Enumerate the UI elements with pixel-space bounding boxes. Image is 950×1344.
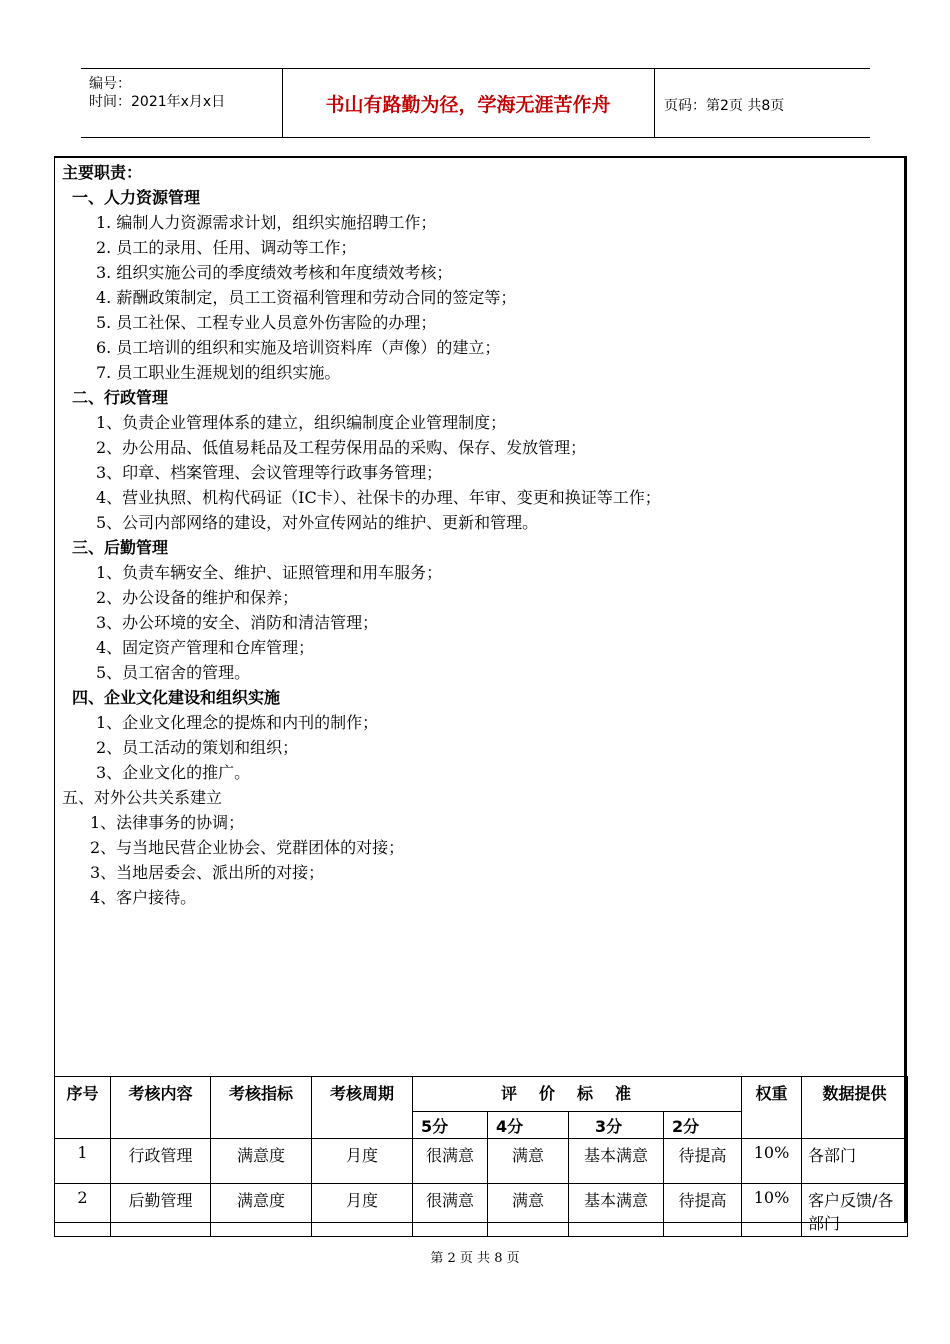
time-label: 时间：2021年x月x日 bbox=[89, 94, 226, 110]
list-item: 1. 编制人力资源需求计划，组织实施招聘工作； bbox=[96, 213, 437, 232]
score-header: 5分 bbox=[413, 1111, 488, 1138]
header-content: 考核内容 bbox=[111, 1077, 211, 1139]
cell-data-source: 各部门 bbox=[802, 1139, 908, 1184]
list-item: 3、企业文化的推广。 bbox=[96, 763, 251, 782]
cell-score-2: 待提高 bbox=[664, 1184, 742, 1237]
score-header: 2分 bbox=[664, 1111, 742, 1138]
table-header-row bbox=[55, 1077, 908, 1112]
list-item: 1、企业文化理念的提炼和内刊的制作； bbox=[96, 713, 379, 732]
number-label: 编号： bbox=[89, 76, 131, 92]
header-period: 考核周期 bbox=[312, 1077, 413, 1139]
cell-period: 月度 bbox=[312, 1139, 413, 1184]
cell-period: 月度 bbox=[312, 1184, 413, 1237]
cell-data-source: 客户反馈/各部门 bbox=[802, 1184, 908, 1237]
cell-weight: 10% bbox=[742, 1184, 802, 1237]
section-heading: 一、人力资源管理 bbox=[72, 188, 201, 207]
header-weight: 权重 bbox=[742, 1077, 802, 1139]
cell-content: 行政管理 bbox=[111, 1139, 211, 1184]
cell-score-2: 待提高 bbox=[664, 1139, 742, 1184]
list-item: 7. 员工职业生涯规划的组织实施。 bbox=[96, 363, 341, 382]
list-item: 3、当地居委会、派出所的对接； bbox=[90, 863, 325, 882]
score-header: 4分 bbox=[488, 1111, 569, 1138]
section-heading: 四、企业文化建设和组织实施 bbox=[72, 688, 281, 707]
table-row bbox=[55, 1184, 908, 1237]
list-item: 4、客户接待。 bbox=[90, 888, 197, 907]
list-item: 2. 员工的录用、任用、调动等工作； bbox=[96, 238, 357, 257]
list-item: 1、负责企业管理体系的建立，组织编制度企业管理制度； bbox=[96, 413, 507, 432]
list-item: 2、员工活动的策划和组织； bbox=[96, 738, 299, 757]
list-item: 4、固定资产管理和仓库管理； bbox=[96, 638, 315, 657]
header-no: 序号 bbox=[55, 1077, 111, 1139]
cell-score-4: 满意 bbox=[488, 1139, 569, 1184]
page-label: 页码：第2页 共8页 bbox=[664, 98, 785, 114]
header-evaluation: 评价标准 bbox=[413, 1077, 742, 1112]
header-meta-cell bbox=[81, 69, 283, 137]
cell-indicator: 满意度 bbox=[211, 1184, 312, 1237]
list-item: 4. 薪酬政策制定，员工工资福利管理和劳动合同的签定等； bbox=[96, 288, 517, 307]
section-heading: 五、对外公共关系建立 bbox=[62, 788, 223, 807]
list-item: 5. 员工社保、工程专业人员意外伤害险的办理； bbox=[96, 313, 437, 332]
list-item: 3. 组织实施公司的季度绩效考核和年度绩效考核； bbox=[96, 263, 453, 282]
duties-title: 主要职责： bbox=[62, 163, 143, 182]
cell-score-5: 很满意 bbox=[413, 1184, 488, 1237]
cell-score-3: 基本满意 bbox=[569, 1139, 664, 1184]
cell-content: 后勤管理 bbox=[111, 1184, 211, 1237]
table-row bbox=[55, 1139, 908, 1184]
cell-no: 1 bbox=[55, 1139, 111, 1184]
cell-indicator: 满意度 bbox=[211, 1139, 312, 1184]
list-item: 2、办公用品、低值易耗品及工程劳保用品的采购、保存、发放管理； bbox=[96, 438, 587, 457]
section-heading: 三、后勤管理 bbox=[72, 538, 169, 557]
list-item: 5、员工宿舍的管理。 bbox=[96, 663, 251, 682]
list-item: 1、法律事务的协调； bbox=[90, 813, 245, 832]
list-item: 4、营业执照、机构代码证（IC卡）、社保卡的办理、年审、变更和换证等工作； bbox=[96, 488, 661, 507]
cell-score-3: 基本满意 bbox=[569, 1184, 664, 1237]
list-item: 3、办公环境的安全、消防和清洁管理； bbox=[96, 613, 379, 632]
list-item: 6. 员工培训的组织和实施及培训资料库（声像）的建立； bbox=[96, 338, 501, 357]
score-header: 3分 bbox=[569, 1111, 664, 1138]
list-item: 2、与当地民营企业协会、党群团体的对接； bbox=[90, 838, 405, 857]
assessment-table bbox=[54, 1076, 908, 1237]
page-footer: 第 2 页 共 8 页 bbox=[430, 1251, 520, 1266]
header-data-source: 数据提供 bbox=[802, 1077, 908, 1139]
cell-score-5: 很满意 bbox=[413, 1139, 488, 1184]
list-item: 2、办公设备的维护和保养； bbox=[96, 588, 299, 607]
duties-section bbox=[62, 160, 902, 910]
motto: 书山有路勤为径，学海无涯苦作舟 bbox=[282, 69, 655, 137]
list-item: 5、公司内部网络的建设，对外宣传网站的维护、更新和管理。 bbox=[96, 513, 539, 532]
header-indicator: 考核指标 bbox=[211, 1077, 312, 1139]
cell-no: 2 bbox=[55, 1184, 111, 1237]
document-header bbox=[81, 68, 870, 138]
list-item: 1、负责车辆安全、维护、证照管理和用车服务； bbox=[96, 563, 443, 582]
cell-weight: 10% bbox=[742, 1139, 802, 1184]
list-item: 3、印章、档案管理、会议管理等行政事务管理； bbox=[96, 463, 443, 482]
cell-score-4: 满意 bbox=[488, 1184, 569, 1237]
section-heading: 二、行政管理 bbox=[72, 388, 169, 407]
